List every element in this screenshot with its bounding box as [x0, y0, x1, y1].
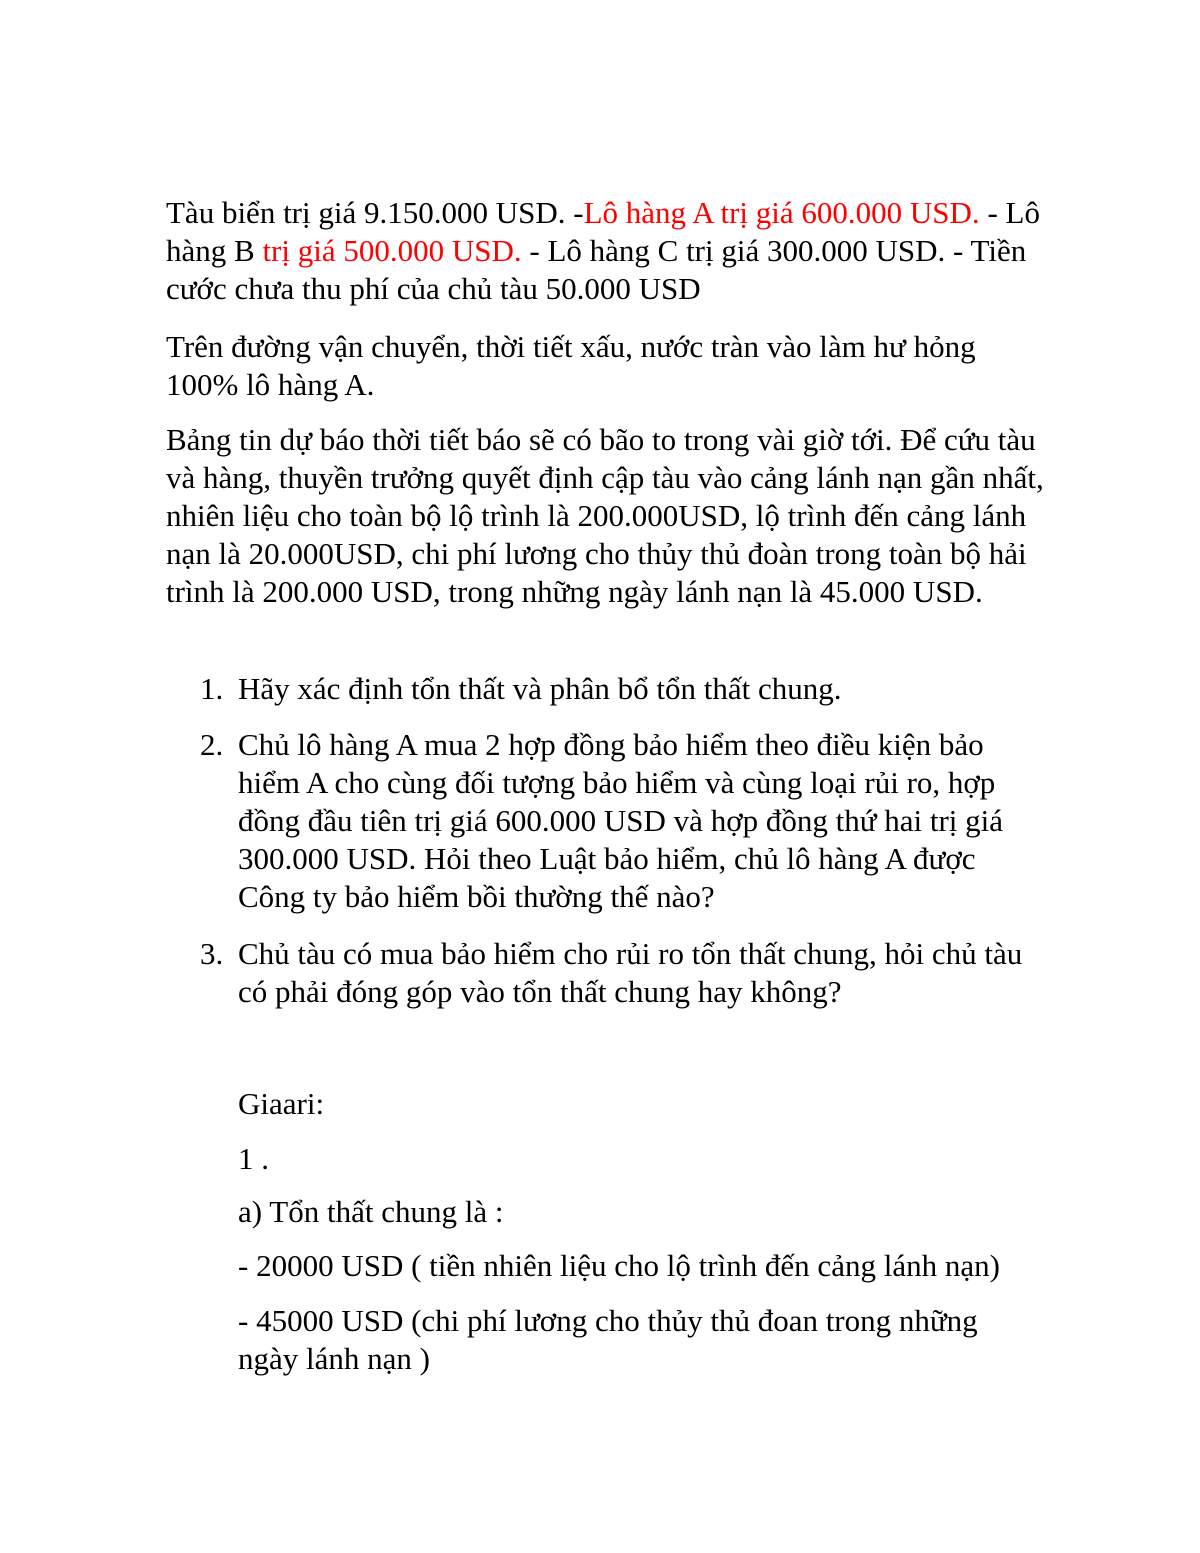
intro-paragraph — [166, 194, 1046, 308]
solution-line-wages: - 45000 USD (chi phí lương cho thủy thủ đoan trong những ngày lánh nạn ) — [238, 1303, 978, 1376]
solution-line-fuel: - 20000 USD ( tiền nhiên liệu cho lộ trình đến cảng lánh nạn) — [238, 1248, 1000, 1283]
intro-text-2: - Lô hàng B — [166, 195, 1040, 268]
question-number: 3. — [200, 936, 224, 971]
question-text: Chủ tàu có mua bảo hiểm cho rủi ro tổn thất chung, hỏi chủ tàu có phải đóng góp vào tổn thất chung hay không? — [238, 936, 1023, 1009]
intro-text-3: - Lô hàng C trị giá 300.000 USD. - Tiền cước chưa thu phí của chủ tàu 50.000 USD — [166, 233, 1027, 306]
question-number: 1. — [200, 671, 224, 706]
weather-damage-paragraph: Trên đường vận chuyển, thời tiết xấu, nước tràn vào làm hư hỏng 100% lô hàng A. — [166, 329, 976, 402]
intro-text-1: Tàu biển trị giá 9.150.000 USD. - — [166, 195, 584, 230]
intro-highlight-lot-b: trị giá 500.000 USD. — [262, 233, 522, 268]
solution-heading: Giaari: — [238, 1086, 325, 1121]
question-number: 2. — [200, 727, 224, 762]
storm-forecast-paragraph: Bảng tin dự báo thời tiết báo sẽ có bão to trong vài giờ tới. Để cứu tàu và hàng, thuyền trưởng quyết định cập tàu vào cảng lánh nạn gần nhất, nhiên liệu cho toàn bộ lộ trình là 200.000USD, lộ trình đến cảng lánh nạn là 20.000USD, chi phí lương cho thủy thủ đoàn trong toàn bộ hải trình là 200.000 USD, trong những ngày lánh nạn là 45.000 USD. — [166, 422, 1044, 609]
question-text: Hãy xác định tổn thất và phân bổ tổn thất chung. — [238, 671, 842, 706]
solution-part-number: 1 . — [238, 1141, 269, 1176]
question-text: Chủ lô hàng A mua 2 hợp đồng bảo hiểm theo điều kiện bảo hiểm A cho cùng đối tượng bảo hiểm và cùng loại rủi ro, hợp đồng đầu tiên trị giá 600.000 USD và hợp đồng thứ hai trị giá 300.000 USD. Hỏi theo Luật bảo hiểm, chủ lô hàng A được Công ty bảo hiểm bồi thường thế nào? — [238, 727, 1004, 914]
solution-sub-a: a) Tổn thất chung là : — [238, 1194, 504, 1229]
intro-highlight-lot-a: Lô hàng A trị giá 600.000 USD. — [583, 195, 980, 230]
